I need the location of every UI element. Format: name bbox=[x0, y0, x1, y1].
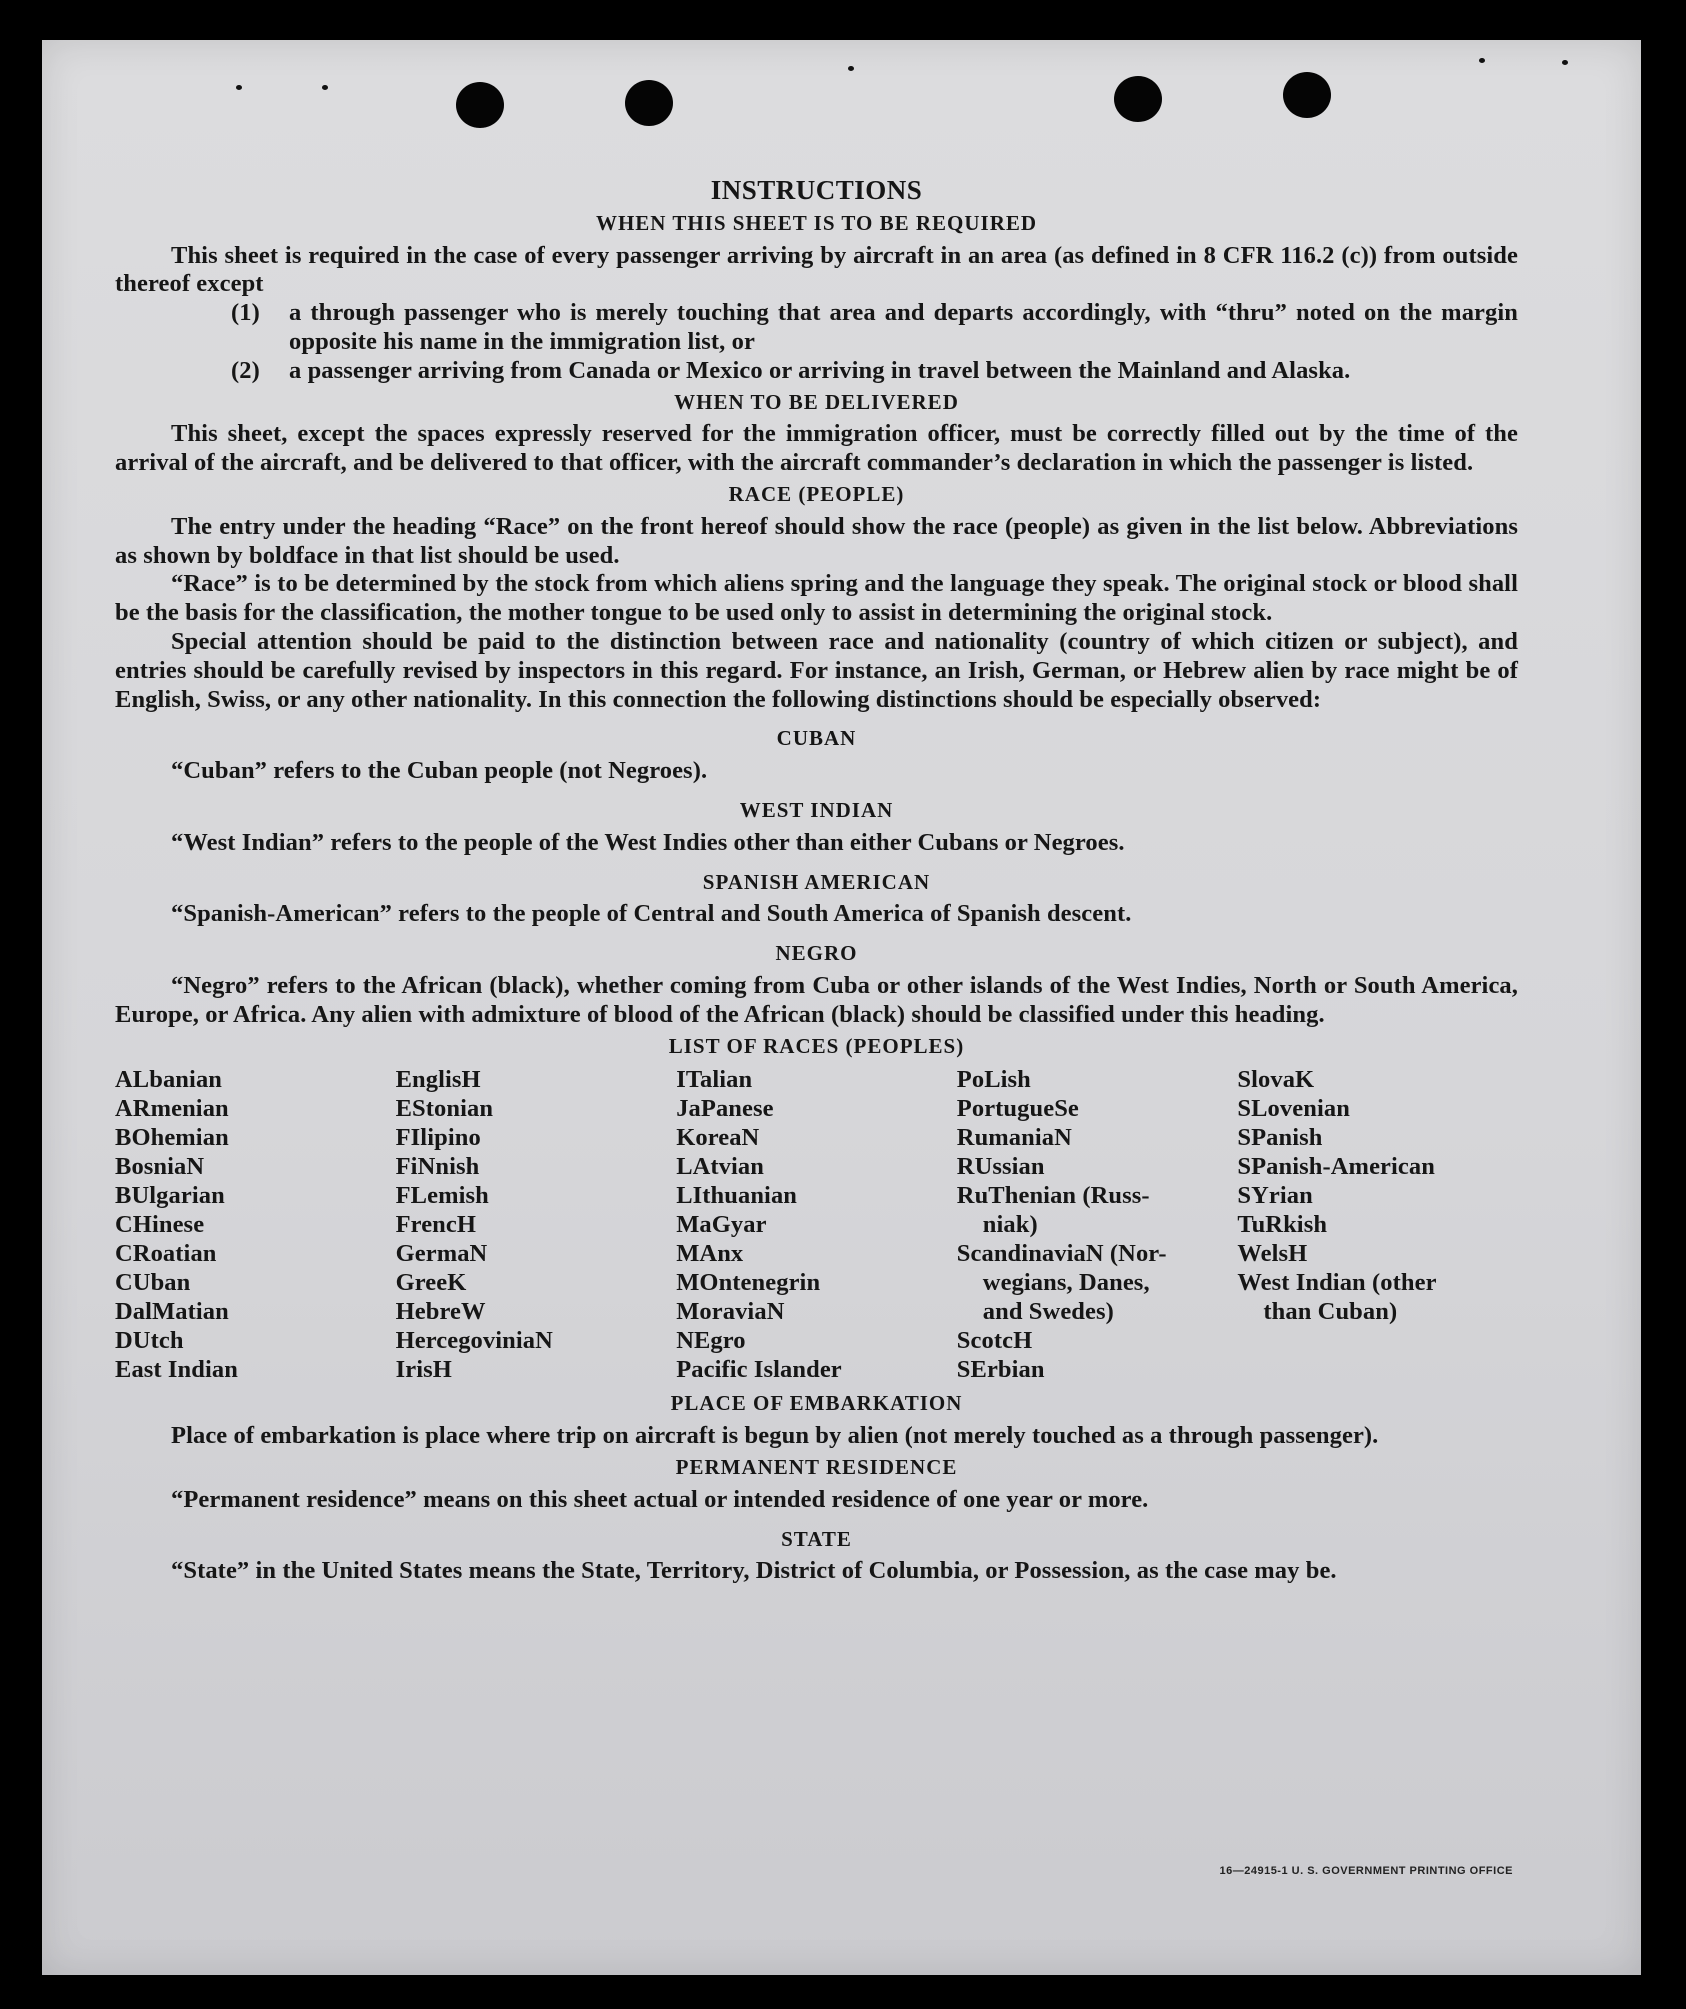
list-item bbox=[115, 357, 1518, 386]
race-entry: SLovenian bbox=[1237, 1095, 1350, 1123]
race-entry: LAtvian bbox=[676, 1153, 765, 1181]
races-column bbox=[957, 1066, 1238, 1385]
instructions-body bbox=[115, 176, 1518, 1586]
race-entry: JaPanese bbox=[676, 1095, 774, 1123]
races-column bbox=[676, 1066, 957, 1385]
list-item-text: a passenger arriving from Canada or Mexico or arriving in travel between the Mainland and Alaska. bbox=[289, 356, 1351, 384]
race-entry: CUban bbox=[115, 1269, 191, 1297]
race-entry: BosniaN bbox=[115, 1153, 205, 1181]
race-entry: FiNnish bbox=[395, 1153, 480, 1181]
punch-hole bbox=[456, 82, 504, 128]
race-entry: West Indian (other bbox=[1237, 1269, 1437, 1297]
list-item-text: a through passenger who is merely touching that area and departs accordingly, with “thru” noted on the margin opposite his name in the immigration list, or bbox=[289, 299, 1518, 355]
race-entry: EnglisH bbox=[395, 1066, 481, 1094]
race-entry: PoLish bbox=[956, 1066, 1031, 1094]
race-entry: RuThenian (Russ- bbox=[956, 1182, 1150, 1210]
paragraph-race-1: The entry under the heading “Race” on the front hereof should show the race (people) as given in the list below. Abbreviations as shown by boldface in that list should be used. bbox=[115, 512, 1518, 569]
paragraph-embarkation: Place of embarkation is place where trip on aircraft is begun by alien (not merely touched as a through passenger). bbox=[171, 1422, 1379, 1450]
punch-hole bbox=[625, 80, 673, 126]
race-entry: SYrian bbox=[1237, 1182, 1313, 1210]
list-item-number: (1) bbox=[231, 299, 260, 327]
race-entry: NEgro bbox=[676, 1327, 746, 1355]
paragraph-required-intro: This sheet is required in the case of every passenger arriving by aircraft in an area (as defined in 8 CFR 116.2 (c)) from outside thereof except bbox=[115, 241, 1518, 298]
race-entry: HebreW bbox=[395, 1298, 486, 1326]
page-title: INSTRUCTIONS bbox=[710, 175, 923, 205]
race-entry: SPanish-American bbox=[1237, 1153, 1435, 1181]
paragraph-delivered: This sheet, except the spaces expressly reserved for the immigration officer, must be correctly filled out by the time of the arrival of the aircraft, and be delivered to that officer, with the aircraft commander’s declaration in which the passenger is listed. bbox=[115, 420, 1518, 477]
race-entry: ITalian bbox=[676, 1066, 753, 1094]
race-entry: CHinese bbox=[115, 1211, 205, 1239]
race-entry: FLemish bbox=[395, 1182, 489, 1210]
race-entry: TuRkish bbox=[1237, 1211, 1328, 1239]
race-entry: GermaN bbox=[395, 1240, 488, 1268]
race-entry: ALbanian bbox=[115, 1066, 223, 1094]
heading-residence: PERMANENT RESIDENCE bbox=[675, 1454, 958, 1479]
race-entry: ScandinaviaN (Nor- bbox=[956, 1240, 1167, 1268]
heading-spanish-american: SPANISH AMERICAN bbox=[702, 869, 931, 894]
race-entry: GreeK bbox=[395, 1269, 467, 1297]
paragraph-race-3: Special attention should be paid to the distinction between race and nationality (country of which citizen or subject), and entries should be carefully revised by inspectors in this regard. For instance, an Irish, German, or Hebrew alien by race might be of English, Swiss, or any other nationality. In this connection the following distinctions should be especially observed: bbox=[115, 627, 1518, 713]
race-entry: DalMatian bbox=[115, 1298, 229, 1326]
paragraph-spanish-american: “Spanish-American” refers to the people of Central and South America of Spanish descent. bbox=[171, 900, 1132, 928]
heading-state: STATE bbox=[781, 1526, 852, 1551]
race-entry: SPanish bbox=[1237, 1124, 1323, 1152]
paragraph-state: “State” in the United States means the State, Territory, District of Columbia, or Possession, as the case may be. bbox=[171, 1557, 1337, 1585]
race-entry: PortugueSe bbox=[956, 1095, 1079, 1123]
print-speck bbox=[236, 85, 242, 90]
print-speck bbox=[848, 66, 854, 71]
race-entry: BUlgarian bbox=[115, 1182, 225, 1210]
heading-cuban: CUBAN bbox=[776, 726, 857, 751]
print-speck bbox=[1479, 58, 1485, 63]
paragraph-west-indian: “West Indian” refers to the people of the West Indies other than either Cubans or Negroes. bbox=[171, 828, 1125, 856]
race-entry: and Swedes) bbox=[982, 1298, 1114, 1326]
race-entry: IrisH bbox=[395, 1356, 452, 1384]
race-entry: niak) bbox=[982, 1211, 1038, 1239]
race-entry: wegians, Danes, bbox=[982, 1269, 1150, 1297]
race-entry: Pacific Islander bbox=[676, 1356, 842, 1384]
race-entry: BOhemian bbox=[115, 1124, 229, 1152]
races-column bbox=[115, 1066, 396, 1385]
print-speck bbox=[322, 85, 328, 90]
races-list bbox=[115, 1066, 1518, 1385]
heading-races-list: LIST OF RACES (PEOPLES) bbox=[668, 1033, 965, 1058]
race-entry: SErbian bbox=[956, 1356, 1045, 1384]
race-entry: MoraviaN bbox=[676, 1298, 785, 1326]
race-entry: DUtch bbox=[115, 1327, 184, 1355]
race-entry: CRoatian bbox=[115, 1240, 217, 1268]
race-entry: LIthuanian bbox=[676, 1182, 798, 1210]
race-entry: MaGyar bbox=[676, 1211, 767, 1239]
heading-race: RACE (PEOPLE) bbox=[728, 481, 905, 506]
race-entry: FIlipino bbox=[395, 1124, 481, 1152]
list-item bbox=[115, 299, 1518, 357]
document-page bbox=[42, 40, 1641, 1975]
races-column bbox=[396, 1066, 677, 1385]
race-entry: ScotcH bbox=[956, 1327, 1033, 1355]
print-code: 16—24915-1 U. S. GOVERNMENT PRINTING OFFICE bbox=[1219, 1865, 1513, 1877]
race-entry: RUssian bbox=[956, 1153, 1045, 1181]
race-entry: ARmenian bbox=[115, 1095, 229, 1123]
race-entry: MOntenegrin bbox=[676, 1269, 821, 1297]
paragraph-race-2: “Race” is to be determined by the stock from which aliens spring and the language they speak. The original stock or blood shall be the basis for the classification, the mother tongue to be used only to assist in determining the original stock. bbox=[115, 570, 1518, 627]
heading-delivered: WHEN TO BE DELIVERED bbox=[674, 389, 959, 414]
paragraph-residence: “Permanent residence” means on this sheet actual or intended residence of one year or more. bbox=[171, 1485, 1149, 1513]
paragraph-negro: “Negro” refers to the African (black), whether coming from Cuba or other islands of the West Indies, North or South America, Europe, or Africa. Any alien with admixture of blood of the African (black) should be classified under this heading. bbox=[115, 971, 1518, 1028]
race-entry: KoreaN bbox=[676, 1124, 760, 1152]
heading-west-indian: WEST INDIAN bbox=[739, 797, 894, 822]
race-entry: SlovaK bbox=[1237, 1066, 1315, 1094]
print-speck bbox=[1562, 60, 1568, 65]
race-entry: WelsH bbox=[1237, 1240, 1308, 1268]
heading-embarkation: PLACE OF EMBARKATION bbox=[670, 1391, 963, 1416]
paragraph-cuban: “Cuban” refers to the Cuban people (not Negroes). bbox=[171, 757, 708, 785]
race-entry: RumaniaN bbox=[956, 1124, 1072, 1152]
heading-negro: NEGRO bbox=[775, 941, 858, 966]
race-entry: HercegoviniaN bbox=[395, 1327, 553, 1355]
race-entry: than Cuban) bbox=[1263, 1298, 1398, 1326]
punch-hole bbox=[1283, 72, 1331, 118]
punch-hole bbox=[1114, 76, 1162, 122]
heading-required: WHEN THIS SHEET IS TO BE REQUIRED bbox=[595, 210, 1038, 235]
race-entry: MAnx bbox=[676, 1240, 744, 1268]
race-entry: East Indian bbox=[115, 1356, 238, 1384]
race-entry: EStonian bbox=[395, 1095, 494, 1123]
races-column bbox=[1237, 1066, 1518, 1385]
list-item-number: (2) bbox=[231, 356, 260, 384]
race-entry: FrencH bbox=[395, 1211, 477, 1239]
